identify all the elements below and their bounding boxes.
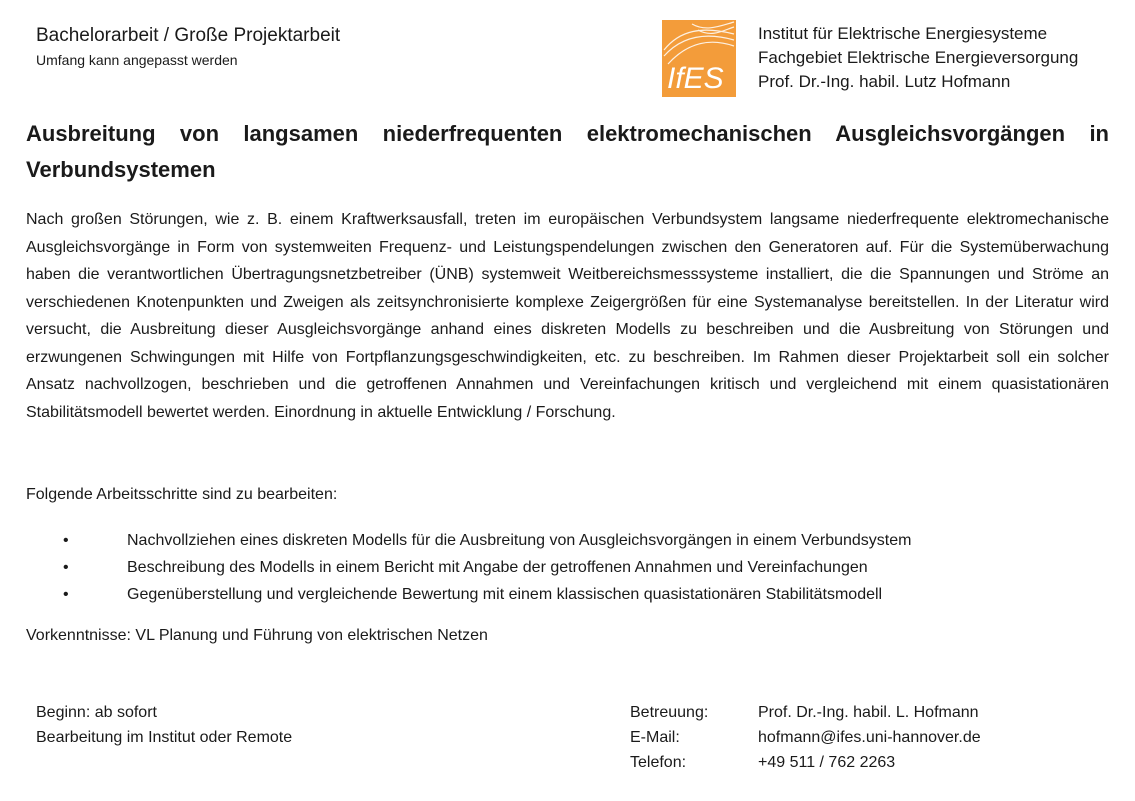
department-name: Fachgebiet Elektrische Energieversorgung (758, 48, 1079, 67)
start-date: Beginn: ab sofort (36, 704, 157, 721)
start-info (36, 700, 292, 750)
bullet-icon: • (63, 532, 69, 549)
email-value: hofmann@ifes.uni-hannover.de (758, 729, 981, 746)
contact-block (630, 700, 981, 775)
description-paragraph: Nach großen Störungen, wie z. B. einem Kraftwerksausfall, treten im europäischen Verbundsystem langsame niederfrequente elektromechanische Ausgleichsvorgänge in Form von systemweiten Frequenz- und Leistungspendelungen zwischen den Generatoren auf. Für die Systemüberwachung haben die verantwortlichen Übertragungsnetzbetreiber (ÜNB) systemweit Weitbereichsmesssysteme installiert, die die Spannungen und Ströme an verschiedenen Knotenpunkten und Zweigen als zeitsynchronisierte komplexe Zeigergrößen für eine Systemanalyse bereitstellen. In der Literatur wird versucht, die Ausbreitung dieser Ausgleichsvorgänge anhand eines diskreten Modells zu beschreiben und die Ausbreitung von Störungen und erzwungenen Schwingungen mit Hilfe von Fortpflanzungsgeschwindigkeiten, etc. zu beschreiben. Im Rahmen dieser Projektarbeit soll ein solcher Ansatz nachvollzogen, beschrieben und die getroffenen Annahmen und Vereinfachungen kritisch und vergleichend mit einem quasistationären Stabilitätsmodell bewertet werden. Einordnung in aktuelle Entwicklung / Forschung. (26, 211, 1109, 421)
step-text: Nachvollziehen eines diskreten Modells für die Ausbreitung von Ausgleichsvorgängen in einem Verbundsystem (127, 532, 912, 549)
ifes-logo (662, 20, 736, 97)
logo-text: IfES (667, 62, 724, 95)
professor-name: Prof. Dr.-Ing. habil. Lutz Hofmann (758, 72, 1011, 91)
email-label: E-Mail: (630, 729, 680, 746)
supervision-value: Prof. Dr.-Ing. habil. L. Hofmann (758, 704, 979, 721)
prerequisites: Vorkenntnisse: VL Planung und Führung von elektrischen Netzen (26, 627, 488, 644)
page-title: Ausbreitung von langsamen niederfrequenten elektromechanischen Ausgleichsvorgängen in Verbundsystemen (26, 121, 1109, 182)
phone-label: Telefon: (630, 754, 687, 771)
thesis-type: Bachelorarbeit / Große Projektarbeit (36, 25, 341, 46)
header-left (36, 24, 340, 70)
scope-note: Umfang kann angepasst werden (36, 52, 238, 68)
phone-value: +49 511 / 762 2263 (758, 754, 896, 771)
list-item (26, 527, 911, 554)
steps-intro: Folgende Arbeitsschritte sind zu bearbeiten: (26, 486, 338, 503)
bullet-icon: • (63, 559, 69, 576)
supervision-row (630, 700, 981, 725)
phone-row (630, 750, 981, 775)
step-text: Beschreibung des Modells in einem Bericht mit Angabe der getroffenen Annahmen und Vereinfachungen (127, 559, 868, 576)
institute-name: Institut für Elektrische Energiesysteme (758, 24, 1048, 43)
bullet-icon: • (63, 586, 69, 603)
work-location: Bearbeitung im Institut oder Remote (36, 729, 293, 746)
email-row (630, 725, 981, 750)
institute-block (758, 22, 1078, 94)
supervision-label: Betreuung: (630, 704, 709, 721)
steps-list (26, 527, 911, 608)
step-text: Gegenüberstellung und vergleichende Bewertung mit einem klassischen quasistationären Stabilitätsmodell (127, 586, 883, 603)
list-item (26, 581, 911, 608)
list-item (26, 554, 911, 581)
